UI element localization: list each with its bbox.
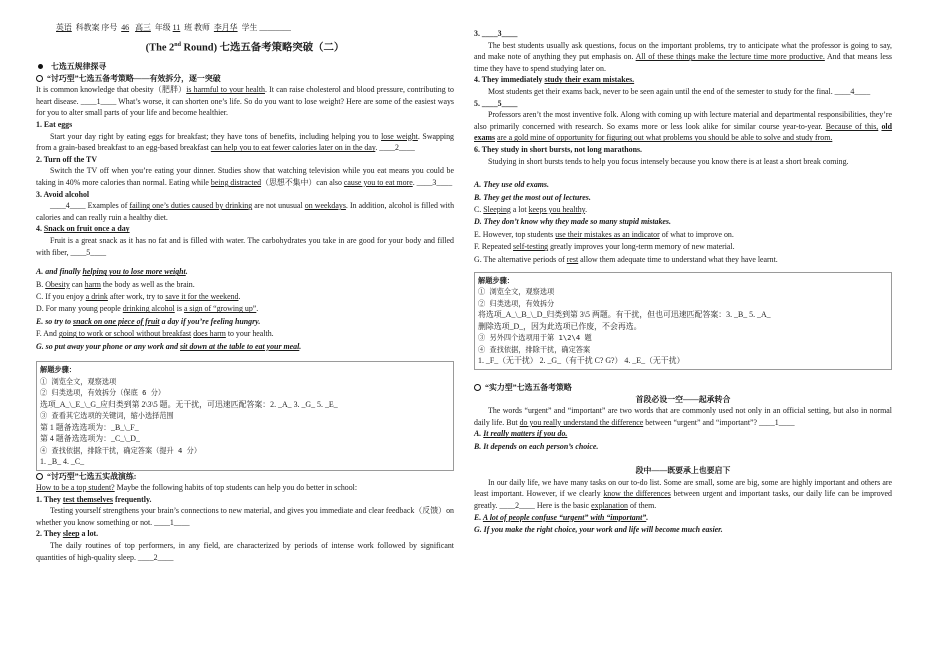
passage-4-para-1: In our daily life, we have many tasks on our to-do list. Some are small, some are big, some are highly important and others are least important. However, if we clearly know the differences between urgent and important tasks, our daily life can be improved greatly. ____2____ Here is the basic explanation of them. — [474, 477, 892, 510]
student-blank: ________ — [259, 23, 291, 32]
subject: 英语 — [56, 23, 72, 32]
option-2-b: B. They get the most out of lectures. — [474, 192, 591, 202]
option-1-e: E. so try to snack on one piece of fruit a day if you’re feeling hungry. — [36, 316, 261, 326]
solution-steps-box-1: 解题步骤： ① 浏览全文，观察选项 ② 归类选项，有效拆分（保底 6 分） 选项_A_\_E_\_G_应归类到第 2\3\5 题。无干扰，可迅速匹配答案：2. _A_ 3. _G_ 5. _E_ ③ 查看其它选项的关键词，缩小选择范围 第 1 题备选选项为：_B_\_F_ 第 4 题备选选项为：_C_\_D_ ④ 查找依据，排除干扰，确定答案（提升 4 分） 1. _B_ 4. _C_ — [36, 361, 454, 471]
passage-3-option-b: B. It depends on each person’s choice. — [474, 441, 599, 451]
passage-1-para-2: Switch the TV off when you’re eating your dinner. Studies show that watching television while you eat means you could be taking in 40% more calories than normal. Eating while being distracted（思想不集中）can also cause you to eat more. ____3____ — [36, 166, 454, 187]
passage-1-heading-4: 4. Snack on fruit once a day — [36, 224, 130, 234]
subheading-2: 段中——既要承上也要启下 — [635, 466, 731, 476]
passage-1-para-1: Start your day right by eating eggs for breakfast; they have tons of benefits, including helping you to lose weight. Swapping from a grain-based breakfast to an egg-based breakfast can help you to eat fewer calories later on in the day. ____2____ — [36, 131, 454, 153]
passage-2-heading-6: 6. They study in short bursts, not long marathons. — [474, 144, 643, 154]
passage-2-intro: How to be a top student? Maybe the following habits of top students can help you do better in school: — [36, 483, 358, 493]
option-1-d: D. For many young people drinking alcohol is a sign of “growing up”. — [36, 304, 259, 314]
passage-2-heading-3: 3. ____3____ — [474, 29, 518, 38]
passage-1-para-3: ____4____ Examples of failing one’s duties caused by drinking are not unusual on weekdays. In addition, alcohol is filled with calories and can really ruin a healthy diet. — [36, 201, 455, 222]
passage-2-para-5: Professors aren’t the most inventive folk. Along with coming up with lecture material and departmental responsibilities, they’re also primarily concerned with research. So exams more or less look alike for similar course year-to-year. Because of this, old exams are a gold mine of opportunity for figuring out what problems you should be able to solve and study from. — [474, 110, 892, 143]
passage-2-heading-2: 2. They sleep a lot. — [36, 529, 99, 539]
option-1-a: A. and finally helping you to lose more weight. — [36, 267, 188, 277]
page-title: (The 2nd Round) 七选五备考策略突破（二） — [145, 41, 345, 54]
passage-1-heading-3: 3. Avoid alcohol — [36, 189, 90, 199]
circle-bullet-icon — [36, 75, 43, 82]
passage-2-heading-4: 4. They immediately study their exam mistakes. — [474, 75, 635, 85]
subheading-1: 首段必设一空——起承转合 — [635, 394, 731, 404]
passage-4-option-g: G. If you make the right choice, your work and life will become much easier. — [474, 524, 723, 534]
passage-3-para-1: The words “urgent” and “important” are two words that are commonly used not only in an official setting, but also in normal daily life. But do you really understand the difference between “urgent” and “important”? ____1____ — [474, 406, 892, 427]
class-label: 班 教师 — [184, 23, 210, 32]
passage-2-para-1: Testing yourself strengthens your brain’s connections to new material, and gives you immediate and clear feedback（反馈）on whether you know something or not. ____1____ — [36, 506, 454, 527]
option-2-e: E. However, top students use their mistakes as an indicator of what to improve on. — [474, 229, 734, 239]
option-2-a: A. They use old exams. — [474, 180, 549, 190]
options-2 — [474, 179, 892, 266]
teacher-name: 李月华 — [213, 23, 238, 32]
option-1-b: B. Obesity can harm the body as well as the brain. — [36, 279, 195, 289]
passage-2-para-6: Studying in short bursts tends to help you focus intensely because you know there is at least a short break coming. — [488, 156, 849, 166]
grade-label: 年级 — [154, 23, 171, 32]
bullet-icon — [38, 64, 43, 69]
left-column — [36, 22, 454, 563]
passage-1-intro: It is common knowledge that obesity（肥胖）is harmful to your health. It can raise cholesterol and blood pressure, contributing to heart disease. ____1____ What’s worse, it can shorten one’s life. So do you want to lose weight? Here are some of the easiest ways for you to alter small parts of your life and become healthier. — [36, 85, 454, 118]
passage-3-option-a: A. It really matters if you do. — [474, 429, 568, 439]
passage-2-para-3: The best students usually ask questions, focus on the important problems, try to anticipate what the professor is going to say, and make note of anything they put emphasis on. All of these things make the lecture time more productive. And that means less time they have to spend studying later on. — [474, 40, 893, 73]
option-1-f: F. And going to work or school without breakfast does harm to your health. — [36, 329, 274, 339]
right-column — [474, 28, 892, 536]
passage-2-heading-5: 5. ____5____ — [474, 98, 518, 108]
passage-1-heading-1: 1. Eat eggs — [36, 120, 73, 130]
grade: 高三 — [135, 23, 151, 32]
option-1-g: G. so put away your phone or any work and sit down at the table to eat your meal. — [36, 341, 302, 351]
passage-2-para-4: Most students get their exams back, never to be seen again until the end of the semester to study for the final. ____4____ — [488, 86, 871, 96]
option-2-d: D. They don’t know why they made so many stupid mistakes. — [474, 217, 671, 227]
lesson-number: 46 — [121, 23, 130, 32]
strategy-heading-1: “讨巧型”七选五备考策略——有效拆分，逐一突破 — [36, 73, 454, 85]
options-1 — [36, 266, 454, 353]
worksheet-header — [54, 22, 454, 34]
passage-2-para-2: The daily routines of top performers, in any field, are characterized by periods of intense work followed by significant quantities of high-quality sleep. ____2____ — [36, 541, 454, 562]
circle-bullet-icon — [36, 473, 43, 480]
option-2-c: C. Sleeping a lot keeps you healthy. — [474, 204, 588, 214]
solution-steps-box-2: 解题步骤： ① 浏览全文，观察选项 ② 归类选项，有效拆分 将选项_A_\_B_\_D_归类到第 3\5 两题。有干扰，但也可迅速匹配答案：3. _B_ 5. _A_ 删除选项_D_，因为此选项已作废，不会再选。 ③ 另外四个选项用于第 1\2\4 题 ④ 查找依据，排除干扰，确定答案 1. _F_（无干扰） 2. _G_（有干扰 C? G?） 4. _E_（无干扰） — [474, 272, 892, 370]
passage-4-option-e: E. A lot of people confuse “urgent” with “important”. — [474, 512, 649, 522]
passage-1-heading-2: 2. Turn off the TV — [36, 154, 98, 164]
option-2-f: F. Repeated self-testing greatly improves your long-term memory of new material. — [474, 242, 735, 252]
dept-label: 科教案 序号 — [75, 23, 118, 32]
passage-2-heading-1: 1. They test themselves frequently. — [36, 494, 152, 504]
class-number: 11 — [172, 23, 181, 32]
strategy-heading-3: “实力型”七选五备考策略 — [474, 382, 892, 394]
strategy-heading-2: “讨巧型”七选五实战演练: — [36, 471, 454, 483]
passage-1-para-4: Fruit is a great snack as it has no fat and is filled with water. The carbohydrates you take in are good for your body and filled with fiber, ____5____ — [36, 235, 454, 257]
option-2-g: G. The alternative periods of rest allow them adequate time to understand what they have learnt. — [474, 254, 778, 264]
student-label: 学生 — [241, 23, 258, 32]
section-heading: 七选五规律探寻 — [36, 61, 454, 73]
option-1-c: C. If you enjoy a drink after work, try to save it for the weekend. — [36, 291, 241, 301]
circle-bullet-icon — [474, 384, 481, 391]
